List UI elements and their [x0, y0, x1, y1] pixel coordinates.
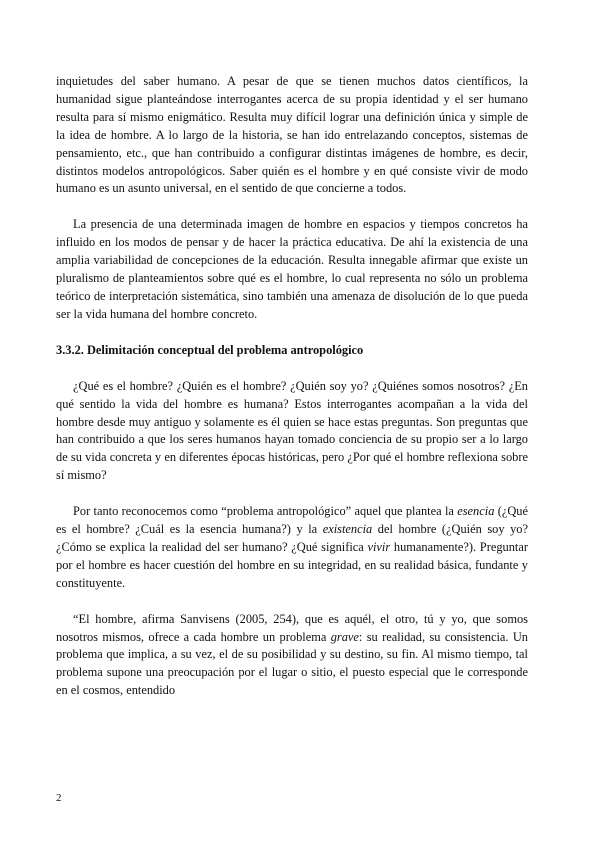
p5-emphasis-grave: grave — [330, 629, 359, 644]
p4-text-b: (¿Qué es el hombre? ¿Cuál es la esencia humana?) y la — [56, 504, 528, 537]
p4-text-c: del hombre (¿Quién soy yo? ¿Cómo se explica la realidad del ser humano? ¿Qué significa — [56, 522, 528, 554]
section-heading: 3.3.2. Delimitación conceptual del problema antropológico — [56, 342, 364, 357]
p5-text-b: : su realidad, su consistencia. Un problema que implica, a su vez, el de su posibilidad y su destino, su fin. Al mismo tiempo, tal problema supone una preocupación por el lugar o sitio, el puesto especial que le corresponde en el cosmos, entendido — [56, 629, 528, 698]
p4-emphasis-esencia: esencia — [457, 504, 495, 519]
page-number: 2 — [56, 792, 62, 804]
p5-text-a: “El hombre, afirma Sanvisens (2005, 254), que es aquél, el otro, tú y yo, que somos nosotros mismos, ofrece a cada hombre un problema — [56, 611, 528, 644]
page-body — [56, 73, 528, 718]
paragraph-anthropological-problem — [56, 503, 528, 593]
paragraph-questions: ¿Qué es el hombre? ¿Quién es el hombre? ¿Quién soy yo? ¿Quiénes somos nosotros? ¿En qué sentido la vida del hombre es humana? Estos interrogantes acompañan a la vida del hombre desde muy antiguo y solamente es él quien se hace estas preguntas. Son preguntas que han contribuido a que los seres humanos hayan tomado conciencia de su propio ser a lo largo de su vida concreta y en diferentes épocas históricas, pero ¿Por qué el hombre reflexiona sobre sí mismo? — [56, 378, 528, 483]
p4-emphasis-existencia: existencia — [322, 522, 373, 537]
p4-text-d: humanamente?). Preguntar por el hombre es hacer cuestión del hombre en su integridad, en su realidad básica, fundante y constituyente. — [56, 539, 528, 590]
paragraph-sanvisens-quote — [56, 611, 528, 701]
p4-emphasis-vivir: vivir — [367, 539, 391, 554]
paragraph-continuation: inquietudes del saber humano. A pesar de que se tienen muchos datos científicos, la humanidad sigue planteándose interrogantes acerca de su propia identidad y el ser humano resulta para sí mismo enigmático. Resulta muy difícil lograr una definición única y simple de la idea de hombre. A lo largo de la historia, se han ido entrelazando conceptos, sistemas de pensamiento, etc., que han contribuido a configurar distintas imágenes de hombre, es decir, distintos modelos antropológicos. Saber quién es el hombre y en qué consiste vivir de modo humano es un asunto universal, en el sentido de que concierne a todos. — [56, 74, 528, 196]
p4-text-a: Por tanto reconocemos como “problema antropológico” aquel que plantea la — [73, 504, 458, 519]
paragraph-image-of-man: La presencia de una determinada imagen de hombre en espacios y tiempos concretos ha influido en los modos de pensar y de hacer la práctica educativa. De ahí la existencia de una amplia variabilidad de concepciones de la educación. Resulta innegable afirmar que existe un pluralismo de planteamientos sobre qué es el hombre, lo cual representa no sólo un problema teórico de interpretación sistemática, sino también una amenaza de disolución de lo que pueda ser la vida humana del hombre concreto. — [56, 217, 528, 321]
